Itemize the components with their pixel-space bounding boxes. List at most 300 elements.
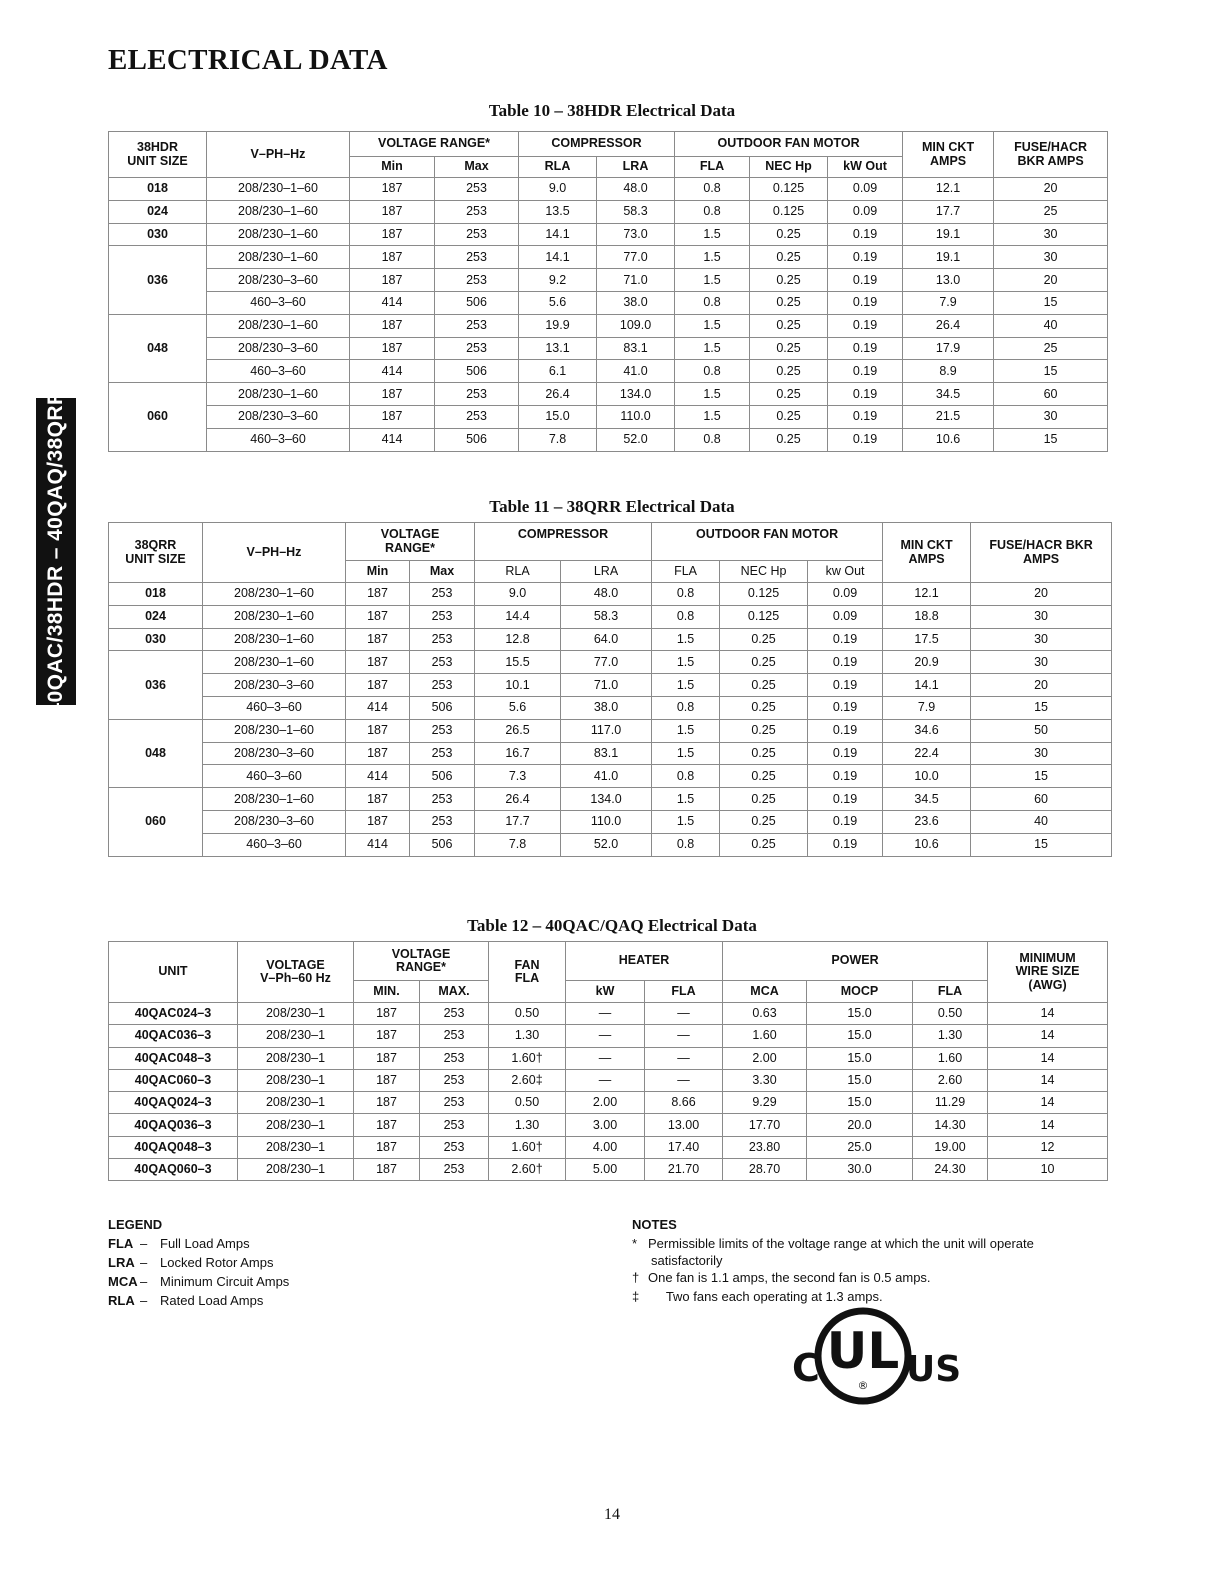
table-cell: 187 <box>346 651 410 674</box>
table-cell: 14 <box>988 1047 1108 1069</box>
table12-header-fan-fla: FAN FLA <box>489 942 566 1003</box>
table10 <box>108 131 1108 452</box>
table-cell: 2.60† <box>489 1159 566 1181</box>
table-cell: 64.0 <box>561 628 652 651</box>
table-cell: 109.0 <box>597 314 675 337</box>
table-cell: 253 <box>435 223 519 246</box>
unit-model-cell: 40QAC024–3 <box>109 1003 238 1025</box>
table12-header-min: MIN. <box>354 981 420 1003</box>
table-cell: 0.19 <box>828 314 903 337</box>
table-cell: 0.8 <box>652 605 720 628</box>
table-cell: 0.8 <box>652 833 720 856</box>
table-cell: 17.7 <box>903 200 994 223</box>
table-cell: 187 <box>350 314 435 337</box>
table-row <box>109 628 1112 651</box>
table-cell: 10 <box>988 1159 1108 1181</box>
table-cell: 10.6 <box>903 428 994 451</box>
table-cell: 20.0 <box>807 1114 913 1136</box>
table-cell: 0.63 <box>723 1003 807 1025</box>
table-row <box>109 765 1112 788</box>
table-cell: 15.0 <box>807 1003 913 1025</box>
legend-dash: – <box>140 1255 148 1270</box>
table-cell: 6.1 <box>519 360 597 383</box>
table-row <box>109 719 1112 742</box>
table-cell: 208/230–1 <box>238 1092 354 1114</box>
table-row <box>109 405 1108 428</box>
table-cell: 5.00 <box>566 1159 645 1181</box>
table-cell: 13.00 <box>645 1114 723 1136</box>
table-cell: 15 <box>971 696 1112 719</box>
side-tab-label: 40QAC/38HDR – 40QAQ/38QRR <box>44 388 67 715</box>
table-cell: 30 <box>971 605 1112 628</box>
table-cell: 187 <box>350 383 435 406</box>
table10-header-max: Max <box>435 157 519 178</box>
table-cell: 19.9 <box>519 314 597 337</box>
table-cell: 12.1 <box>903 178 994 201</box>
table-cell: 14.30 <box>913 1114 988 1136</box>
table-cell: 0.09 <box>828 200 903 223</box>
table-cell: 40 <box>994 314 1108 337</box>
unit-size-cell: 048 <box>109 314 207 382</box>
table-cell: 1.5 <box>652 674 720 697</box>
table-cell: 30 <box>971 628 1112 651</box>
table-cell: 2.00 <box>566 1092 645 1114</box>
table12-header-mca: MCA <box>723 981 807 1003</box>
table-cell: 187 <box>346 605 410 628</box>
table-cell: 48.0 <box>597 178 675 201</box>
table-cell: 1.60 <box>723 1025 807 1047</box>
note-symbol: * <box>632 1236 638 1251</box>
table-cell: 10.1 <box>475 674 561 697</box>
table-cell: 7.9 <box>903 291 994 314</box>
table-cell: 19.1 <box>903 223 994 246</box>
table-cell: 0.19 <box>808 833 883 856</box>
table-cell: 208/230–1 <box>238 1003 354 1025</box>
table-cell: 0.09 <box>808 605 883 628</box>
table-cell: 0.19 <box>828 383 903 406</box>
table-row <box>109 833 1112 856</box>
table11-title: Table 11 – 38QRR Electrical Data <box>489 497 735 516</box>
table-cell: 1.5 <box>652 651 720 674</box>
table-cell: 9.2 <box>519 269 597 292</box>
table-row <box>109 314 1108 337</box>
note-text: Two fans each operating at 1.3 amps. <box>648 1289 883 1304</box>
table-cell: 208/230–1 <box>238 1025 354 1047</box>
table-cell: 208/230–1–60 <box>203 605 346 628</box>
table-cell: 17.7 <box>475 810 561 833</box>
unit-size-cell: 036 <box>109 246 207 314</box>
legend-title: LEGEND <box>108 1217 163 1232</box>
table-cell: 12.8 <box>475 628 561 651</box>
table-cell: 1.5 <box>652 628 720 651</box>
unit-size-cell: 018 <box>109 178 207 201</box>
note-item <box>632 1234 1082 1253</box>
table11-header-min: Min <box>346 561 410 583</box>
table-cell: 22.4 <box>883 742 971 765</box>
table-cell: 253 <box>420 1025 489 1047</box>
table-cell: 15 <box>994 360 1108 383</box>
table-cell: 28.70 <box>723 1159 807 1181</box>
table-row <box>109 1069 1108 1091</box>
ul-mark: UL <box>826 1322 900 1380</box>
table-cell: 23.80 <box>723 1136 807 1158</box>
unit-size-cell: 024 <box>109 200 207 223</box>
unit-size-cell: 024 <box>109 605 203 628</box>
table-cell: 208/230–1 <box>238 1069 354 1091</box>
table-cell: 253 <box>420 1136 489 1158</box>
table-cell: 1.5 <box>675 269 750 292</box>
table-cell: 7.9 <box>883 696 971 719</box>
table-cell: 187 <box>350 178 435 201</box>
table-cell: 26.4 <box>903 314 994 337</box>
table-cell: 460–3–60 <box>203 765 346 788</box>
table-cell: 21.70 <box>645 1159 723 1181</box>
table-cell: 0.25 <box>720 719 808 742</box>
table-cell: — <box>566 1069 645 1091</box>
table-cell: 1.30 <box>489 1114 566 1136</box>
table-cell: 187 <box>354 1114 420 1136</box>
table-cell: 14 <box>988 1114 1108 1136</box>
unit-size-cell: 036 <box>109 651 203 719</box>
unit-model-cell: 40QAQ048–3 <box>109 1136 238 1158</box>
table-cell: 0.25 <box>750 223 828 246</box>
table-cell: 14.1 <box>519 246 597 269</box>
table-cell: 208/230–3–60 <box>203 742 346 765</box>
table-cell: 52.0 <box>561 833 652 856</box>
table-cell: 208/230–3–60 <box>207 269 350 292</box>
table12-title: Table 12 – 40QAC/QAQ Electrical Data <box>467 916 757 935</box>
table-row <box>109 605 1112 628</box>
table-cell: 253 <box>410 810 475 833</box>
table-cell: 414 <box>350 291 435 314</box>
table10-header-vphhz: V–PH–Hz <box>207 132 350 178</box>
table-cell: 15 <box>994 428 1108 451</box>
table-cell: 23.6 <box>883 810 971 833</box>
table-cell: 208/230–1 <box>238 1047 354 1069</box>
table12-header-voltage: VOLTAGE V–Ph–60 Hz <box>238 942 354 1003</box>
table-cell: 117.0 <box>561 719 652 742</box>
page-heading: ELECTRICAL DATA <box>108 44 388 76</box>
table-cell: 0.09 <box>808 583 883 606</box>
table-cell: 58.3 <box>597 200 675 223</box>
table-row <box>109 651 1112 674</box>
table-cell: 34.6 <box>883 719 971 742</box>
table-cell: 20.9 <box>883 651 971 674</box>
table-row <box>109 178 1108 201</box>
unit-size-cell: 048 <box>109 719 203 787</box>
table-cell: 253 <box>410 628 475 651</box>
table-cell: 0.125 <box>750 178 828 201</box>
table11 <box>108 522 1112 857</box>
table-cell: 13.1 <box>519 337 597 360</box>
table-cell: 0.25 <box>750 314 828 337</box>
table-cell: 2.60‡ <box>489 1069 566 1091</box>
table11-header-min-ckt: MIN CKT AMPS <box>883 523 971 583</box>
table-cell: 0.25 <box>720 651 808 674</box>
table-cell: 1.5 <box>675 383 750 406</box>
note-item <box>632 1268 1082 1287</box>
table-cell: 208/230–1–60 <box>207 200 350 223</box>
table-cell: 0.19 <box>808 742 883 765</box>
table-cell: 208/230–1 <box>238 1114 354 1136</box>
table-cell: 25.0 <box>807 1136 913 1158</box>
table-cell: 17.5 <box>883 628 971 651</box>
table-cell: 60 <box>971 788 1112 811</box>
table-cell: 0.19 <box>808 696 883 719</box>
unit-size-cell: 060 <box>109 383 207 451</box>
table-cell: 0.125 <box>720 605 808 628</box>
table-cell: 253 <box>435 314 519 337</box>
table12-header-heater: HEATER <box>566 942 723 981</box>
table-cell: 20 <box>994 269 1108 292</box>
table-cell: 14 <box>988 1069 1108 1091</box>
table-row <box>109 674 1112 697</box>
table-cell: 0.25 <box>720 833 808 856</box>
table-row <box>109 583 1112 606</box>
table-cell: 134.0 <box>561 788 652 811</box>
table11-header-compressor: COMPRESSOR <box>475 523 652 561</box>
table-cell: 253 <box>420 1159 489 1181</box>
table-cell: — <box>645 1069 723 1091</box>
table-cell: 14 <box>988 1092 1108 1114</box>
table-cell: 187 <box>346 674 410 697</box>
table-cell: 253 <box>435 337 519 360</box>
table-cell: 0.25 <box>750 246 828 269</box>
table-cell: 15.0 <box>807 1025 913 1047</box>
table-cell: 26.4 <box>519 383 597 406</box>
table-cell: 253 <box>410 605 475 628</box>
table-cell: 187 <box>346 719 410 742</box>
table10-header-voltage-range: VOLTAGE RANGE* <box>350 132 519 157</box>
table-cell: 0.8 <box>675 200 750 223</box>
note-symbol: ‡ <box>632 1289 640 1304</box>
table-cell: 187 <box>354 1092 420 1114</box>
table-cell: 83.1 <box>561 742 652 765</box>
table-cell: 0.19 <box>808 719 883 742</box>
table-cell: 1.5 <box>652 810 720 833</box>
table-cell: 0.25 <box>750 428 828 451</box>
table12-header-voltage-range: VOLTAGE RANGE* <box>354 942 489 981</box>
table10-title: Table 10 – 38HDR Electrical Data <box>488 101 736 120</box>
table-cell: 208/230–1–60 <box>207 246 350 269</box>
table-cell: 83.1 <box>597 337 675 360</box>
table-cell: 15.0 <box>519 405 597 428</box>
table-cell: 0.19 <box>808 628 883 651</box>
table-cell: 460–3–60 <box>207 428 350 451</box>
table-cell: 9.29 <box>723 1092 807 1114</box>
table-cell: 50 <box>971 719 1112 742</box>
note-continuation: satisfactorily <box>651 1253 723 1268</box>
table12-header-power-fla: FLA <box>913 981 988 1003</box>
table-cell: 41.0 <box>561 765 652 788</box>
table-cell: 187 <box>350 337 435 360</box>
table-row <box>109 246 1108 269</box>
legend-abbr: RLA <box>108 1293 135 1308</box>
table-cell: 253 <box>410 674 475 697</box>
table-cell: 3.00 <box>566 1114 645 1136</box>
table-cell: 0.25 <box>720 696 808 719</box>
table-row <box>109 1136 1108 1158</box>
table-cell: 14 <box>988 1003 1108 1025</box>
table-cell: 0.19 <box>828 269 903 292</box>
table-cell: 10.6 <box>883 833 971 856</box>
table-cell: 1.5 <box>675 314 750 337</box>
table-cell: 187 <box>354 1025 420 1047</box>
table-cell: 506 <box>410 696 475 719</box>
table-cell: 52.0 <box>597 428 675 451</box>
table-cell: 0.8 <box>652 583 720 606</box>
table-cell: 187 <box>350 246 435 269</box>
table-cell: 110.0 <box>597 405 675 428</box>
table-cell: 3.30 <box>723 1069 807 1091</box>
legend-abbr: MCA <box>108 1274 138 1289</box>
table-cell: 0.25 <box>720 810 808 833</box>
table-cell: 253 <box>410 583 475 606</box>
table11-header-voltage-range: VOLTAGE RANGE* <box>346 523 475 561</box>
legend-text: Full Load Amps <box>160 1236 250 1251</box>
table-row <box>109 696 1112 719</box>
table-cell: 0.8 <box>675 291 750 314</box>
table-cell: 25 <box>994 200 1108 223</box>
table-cell: 9.0 <box>475 583 561 606</box>
table-cell: 253 <box>435 269 519 292</box>
note-text: Permissible limits of the voltage range at which the unit will operate <box>648 1236 1034 1251</box>
table-cell: 26.5 <box>475 719 561 742</box>
table-cell: 0.19 <box>808 788 883 811</box>
table-cell: 30.0 <box>807 1159 913 1181</box>
table-cell: 460–3–60 <box>207 360 350 383</box>
table-cell: 1.5 <box>652 719 720 742</box>
table-cell: 0.25 <box>720 788 808 811</box>
table-row <box>109 810 1112 833</box>
table-cell: 0.25 <box>720 628 808 651</box>
table-cell: 71.0 <box>561 674 652 697</box>
table-cell: 208/230–1–60 <box>203 651 346 674</box>
legend-dash: – <box>140 1236 148 1251</box>
unit-size-cell: 018 <box>109 583 203 606</box>
table-cell: 506 <box>435 291 519 314</box>
table-cell: 187 <box>346 628 410 651</box>
table-cell: 0.19 <box>808 651 883 674</box>
table-cell: 253 <box>420 1047 489 1069</box>
table-cell: 506 <box>435 360 519 383</box>
table-cell: 253 <box>420 1003 489 1025</box>
table-cell: 208/230–1–60 <box>207 314 350 337</box>
table-cell: 1.5 <box>675 223 750 246</box>
ul-c-mark: C <box>792 1346 820 1390</box>
table-cell: 0.19 <box>828 405 903 428</box>
table11-header-fla: FLA <box>652 561 720 583</box>
table-cell: 38.0 <box>561 696 652 719</box>
table-cell: 208/230–1–60 <box>203 583 346 606</box>
table-cell: 187 <box>350 269 435 292</box>
table-cell: 253 <box>410 651 475 674</box>
table12-header-heater-fla: FLA <box>645 981 723 1003</box>
unit-size-cell: 030 <box>109 628 203 651</box>
table-cell: 414 <box>350 360 435 383</box>
table11-header-vphhz: V–PH–Hz <box>203 523 346 583</box>
table-cell: 1.5 <box>652 788 720 811</box>
table-cell: 11.29 <box>913 1092 988 1114</box>
table-cell: 0.19 <box>828 337 903 360</box>
table-cell: 77.0 <box>561 651 652 674</box>
table-cell: — <box>566 1003 645 1025</box>
table-cell: 2.00 <box>723 1047 807 1069</box>
table12-header-wire-size: MINIMUM WIRE SIZE (AWG) <box>988 942 1108 1003</box>
table-row <box>109 269 1108 292</box>
table-cell: 0.25 <box>750 269 828 292</box>
table-cell: 0.50 <box>489 1003 566 1025</box>
table-cell: — <box>566 1025 645 1047</box>
table-cell: 15.0 <box>807 1069 913 1091</box>
table-cell: 20 <box>971 583 1112 606</box>
table-cell: 1.60 <box>913 1047 988 1069</box>
legend-text: Minimum Circuit Amps <box>160 1274 290 1289</box>
table-cell: 0.8 <box>652 696 720 719</box>
table-row <box>109 383 1108 406</box>
legend <box>108 1215 289 1310</box>
table-cell: 506 <box>410 833 475 856</box>
table-row <box>109 360 1108 383</box>
table-cell: 208/230–3–60 <box>203 810 346 833</box>
table-cell: 187 <box>346 742 410 765</box>
table-cell: 30 <box>971 742 1112 765</box>
table12-header-max: MAX. <box>420 981 489 1003</box>
table-row <box>109 1003 1108 1025</box>
table12-header-heater-kw: kW <box>566 981 645 1003</box>
table10-header-fuse: FUSE/HACR BKR AMPS <box>994 132 1108 178</box>
table-cell: 5.6 <box>475 696 561 719</box>
table-cell: 253 <box>420 1114 489 1136</box>
table-cell: 187 <box>354 1136 420 1158</box>
table-cell: 1.60† <box>489 1047 566 1069</box>
table-cell: 0.25 <box>720 674 808 697</box>
table-cell: 30 <box>994 405 1108 428</box>
table12-header-mocp: MOCP <box>807 981 913 1003</box>
note-item <box>632 1287 1082 1306</box>
table-cell: 187 <box>354 1159 420 1181</box>
table-cell: 0.8 <box>675 178 750 201</box>
table-cell: 15.0 <box>807 1047 913 1069</box>
table-cell: 14.1 <box>519 223 597 246</box>
table-row <box>109 291 1108 314</box>
legend-abbr: FLA <box>108 1236 134 1251</box>
unit-model-cell: 40QAQ060–3 <box>109 1159 238 1181</box>
table-cell: 30 <box>994 246 1108 269</box>
table11-header-unit-size: 38QRR UNIT SIZE <box>109 523 203 583</box>
table-cell: 506 <box>410 765 475 788</box>
table-cell: 9.0 <box>519 178 597 201</box>
table-cell: 15 <box>994 291 1108 314</box>
table-cell: 25 <box>994 337 1108 360</box>
table11-header-max: Max <box>410 561 475 583</box>
table-cell: 5.6 <box>519 291 597 314</box>
table-cell: 460–3–60 <box>203 696 346 719</box>
table-cell: 40 <box>971 810 1112 833</box>
table-cell: 208/230–3–60 <box>203 674 346 697</box>
table-cell: 13.0 <box>903 269 994 292</box>
table-cell: 0.19 <box>828 428 903 451</box>
table-cell: 187 <box>350 223 435 246</box>
table-row <box>109 428 1108 451</box>
table-cell: 0.8 <box>652 765 720 788</box>
table-cell: 10.0 <box>883 765 971 788</box>
table10-header-min: Min <box>350 157 435 178</box>
table-cell: — <box>645 1025 723 1047</box>
table-cell: 0.19 <box>828 291 903 314</box>
unit-model-cell: 40QAC048–3 <box>109 1047 238 1069</box>
legend-text: Locked Rotor Amps <box>160 1255 274 1270</box>
